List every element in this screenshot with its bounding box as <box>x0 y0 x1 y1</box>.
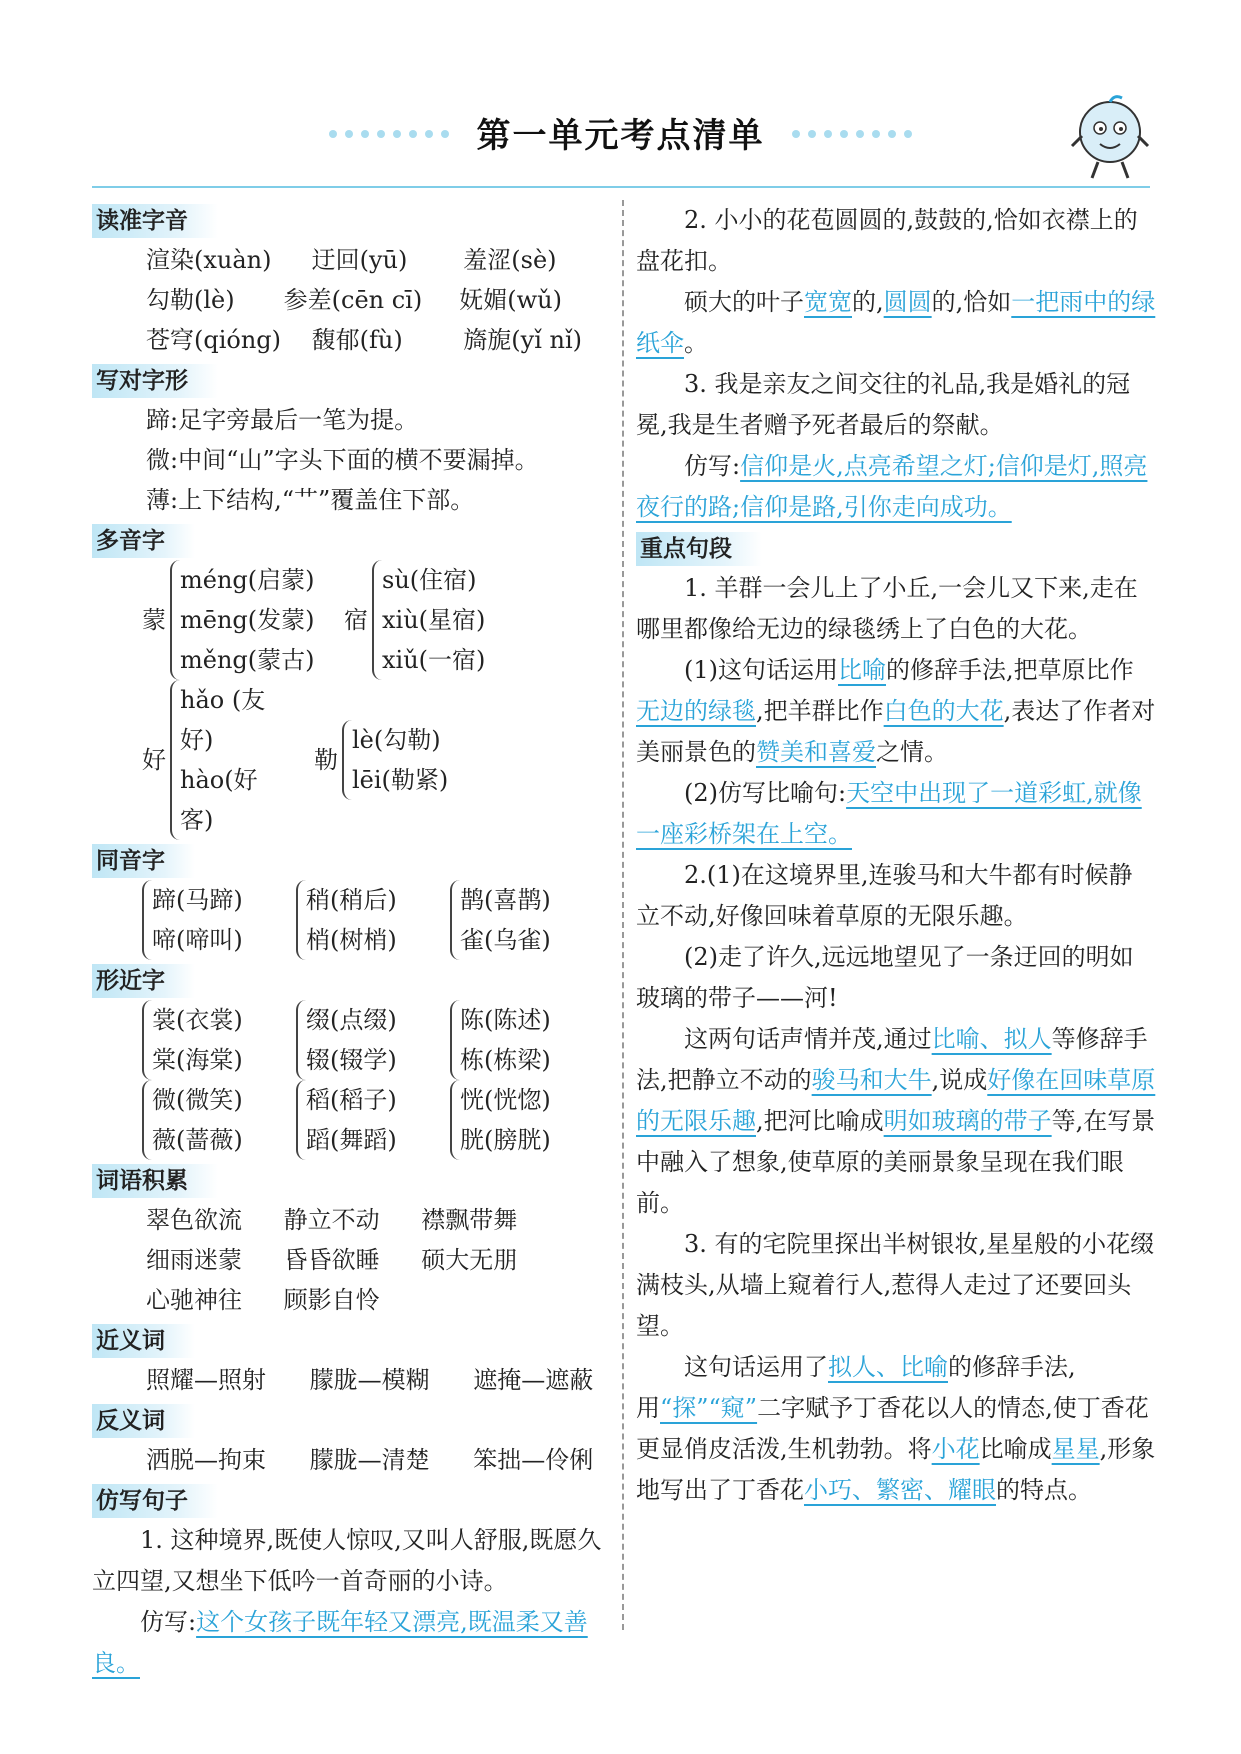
similar-group <box>450 1080 576 1160</box>
passage-analysis <box>636 773 1156 855</box>
word-item: 恍(恍惚) <box>460 1086 551 1114</box>
pron-item: 妩媚(wǔ) <box>459 286 563 314</box>
word-item: 辍(辍学) <box>306 1046 397 1074</box>
polyphone-group <box>170 560 320 680</box>
similar-group <box>450 1000 576 1080</box>
pron-item: 勾勒(lè) <box>146 286 235 314</box>
answer-text: 好像在回味草原的无限乐趣 <box>636 1066 1156 1135</box>
answer-text: 信仰是火,点亮希望之灯;信仰是灯,照亮夜行的路;信仰是路,引你走向成功。 <box>636 452 1148 521</box>
passage-quote: (2)走了许久,远远地望见了一条迂回的明如玻璃的带子——河! <box>636 943 1134 1012</box>
pron-item: 参差(cēn cī) <box>283 286 423 314</box>
pron-item: 渲染(xuàn) <box>146 246 272 274</box>
similar-form-groups <box>142 1080 612 1160</box>
pron-item: 馥郁(fù) <box>311 326 403 354</box>
polyphone-reading: měng(蒙古) <box>180 646 315 674</box>
answer-text: 宽宽 <box>804 288 852 316</box>
left-dots-decoration <box>325 123 453 142</box>
vocab-item: 襟飘带舞 <box>421 1206 518 1234</box>
left-column <box>92 200 612 1684</box>
similar-group <box>296 1080 422 1160</box>
imitation-answer <box>636 446 1156 528</box>
similar-form-groups <box>142 1000 612 1080</box>
section-heading-synonyms: 近义词 <box>92 1324 195 1358</box>
answer-text: “探”“窥” <box>660 1394 758 1422</box>
word-item: 蹄(马蹄) <box>152 886 243 914</box>
polyphone-reading: mēng(发蒙) <box>180 606 315 634</box>
vocab-item: 顾影自怜 <box>283 1286 380 1314</box>
section-heading-homophone: 同音字 <box>92 844 195 878</box>
answer-text: 无边的绿毯 <box>636 697 756 725</box>
word-item: 稍(稍后) <box>306 886 397 914</box>
right-column <box>636 200 1156 1511</box>
section-heading-glyph: 写对字形 <box>92 364 218 398</box>
word-item: 栋(栋梁) <box>460 1046 551 1074</box>
word-item: 薇(蔷薇) <box>152 1126 243 1154</box>
pronunciation-row <box>146 320 612 360</box>
pron-item: 迂回(yū) <box>311 246 408 274</box>
header-rule <box>92 186 1150 188</box>
homophone-group <box>296 880 422 960</box>
passage-analysis <box>636 1347 1156 1511</box>
word-pair: 朦胧—清楚 <box>309 1446 430 1474</box>
pronunciation-row <box>146 280 612 320</box>
polyphone-reading: lè(勾勒) <box>352 726 441 754</box>
polyphone-char: 勒 <box>314 746 338 774</box>
section-heading-polyphone: 多音字 <box>92 524 195 558</box>
answer-text: 拟人、比喻 <box>828 1353 948 1381</box>
text: (1)这句话运用 <box>684 656 838 684</box>
polyphone-group <box>342 720 448 800</box>
passage-quote: 2.(1)在这境界里,连骏马和大牛都有时候静立不动,好像回味着草原的无限乐趣。 <box>636 861 1133 930</box>
word-item: 裳(衣裳) <box>152 1006 243 1034</box>
imitation-answer <box>92 1602 612 1684</box>
mascot-icon <box>1070 92 1150 184</box>
polyphone-reading: xiǔ(一宿) <box>382 646 486 674</box>
glyph-note: 薄:上下结构,“艹”覆盖住下部。 <box>146 486 475 514</box>
answer-text: 比喻 <box>838 656 886 684</box>
word-item: 蹈(舞蹈) <box>306 1126 397 1154</box>
vocab-item: 心驰神往 <box>146 1286 242 1314</box>
text: 等修辞手法,把静立不动的 <box>636 1025 1148 1094</box>
section-heading-antonyms: 反义词 <box>92 1404 195 1438</box>
text: 这句话运用了 <box>684 1353 828 1381</box>
word-item: 鹊(喜鹊) <box>460 886 551 914</box>
imitation-answer <box>636 282 1156 364</box>
vocab-row <box>146 1240 612 1280</box>
section-heading-similar-form: 形近字 <box>92 964 195 998</box>
section-heading-pronunciation: 读准字音 <box>92 204 218 238</box>
answer-text: 小巧、繁密、耀眼 <box>804 1476 996 1504</box>
text: ,形象地写出了丁香花 <box>636 1435 1156 1504</box>
vocab-row <box>146 1280 612 1320</box>
text: 二字赋予丁香花以人的情态,使丁香花更显俏皮活泼,生机勃勃。将 <box>636 1394 1149 1463</box>
pronunciation-row <box>146 240 612 280</box>
word-item: 微(微笑) <box>152 1086 243 1114</box>
answer-text: 白色的大花 <box>883 697 1004 725</box>
polyphone-reading: hào(好客) <box>180 766 258 834</box>
text: 之情。 <box>876 738 948 766</box>
text: 的,恰如 <box>931 288 1012 316</box>
answer-text: 圆圆 <box>883 288 932 316</box>
pron-item: 羞涩(sè) <box>463 246 557 274</box>
text: ,把羊群比作 <box>756 697 884 725</box>
polyphone-reading: sù(住宿) <box>382 566 477 594</box>
similar-group <box>296 1000 422 1080</box>
word-pair: 洒脱—拘束 <box>146 1446 266 1474</box>
vocab-row <box>146 1200 612 1240</box>
right-dots-decoration <box>788 123 916 142</box>
word-item: 雀(乌雀) <box>460 926 551 954</box>
imitation-question: 1. 这种境界,既使人惊叹,又叫人舒服,既愿久立四望,又想坐下低吟一首奇丽的小诗。 <box>92 1526 602 1595</box>
word-item: 稻(稻子) <box>306 1086 397 1114</box>
polyphone-block <box>142 560 612 680</box>
text: 等,在写景中融入了想象,使草原的美丽景象呈现在我们眼前。 <box>636 1107 1156 1217</box>
polyphone-group <box>170 680 290 840</box>
page-title: 第一单元考点清单 <box>476 116 765 156</box>
homophone-groups <box>142 880 612 960</box>
text: 硕大的叶子 <box>684 288 804 316</box>
word-item: 缀(点缀) <box>306 1006 397 1034</box>
passage-analysis <box>636 1019 1156 1224</box>
column-divider <box>622 200 624 1630</box>
answer-text: 这个女孩子既年轻又漂亮,既温柔又善良。 <box>92 1608 588 1677</box>
section-heading-vocabulary: 词语积累 <box>92 1164 218 1198</box>
polyphone-char: 蒙 <box>142 606 166 634</box>
polyphone-group <box>372 560 485 680</box>
text: 这两句话声情并茂,通过 <box>684 1025 932 1053</box>
text: 。 <box>684 329 708 357</box>
polyphone-char: 好 <box>142 746 166 774</box>
vocab-item: 翠色欲流 <box>146 1206 242 1234</box>
section-heading-key-passages: 重点句段 <box>636 532 762 566</box>
text: ,说成 <box>931 1066 988 1094</box>
vocab-item: 静立不动 <box>283 1206 380 1234</box>
answer-text: 赞美和喜爱 <box>756 738 876 766</box>
vocab-item: 昏昏欲睡 <box>283 1246 380 1274</box>
imitation-label: 仿写: <box>684 452 741 480</box>
word-item: 胱(膀胱) <box>460 1126 551 1154</box>
polyphone-reading: xiù(星宿) <box>382 606 486 634</box>
answer-text: 小花 <box>931 1435 980 1463</box>
text: 的修辞手法,把草原比作 <box>886 656 1134 684</box>
text: ,把河比喻成 <box>756 1107 884 1135</box>
word-item: 棠(海棠) <box>152 1046 243 1074</box>
text: 的特点。 <box>996 1476 1092 1504</box>
word-pair: 朦胧—模糊 <box>309 1366 430 1394</box>
imitation-question: 3. 我是亲友之间交往的礼品,我是婚礼的冠冕,我是生者赠予死者最后的祭献。 <box>636 370 1131 439</box>
word-item: 梢(树梢) <box>306 926 397 954</box>
word-pair: 笨拙—伶俐 <box>473 1446 594 1474</box>
word-item: 啼(啼叫) <box>152 926 243 954</box>
polyphone-block <box>142 680 612 840</box>
answer-text: 天空中出现了一道彩虹,就像一座彩桥架在上空。 <box>636 779 1142 848</box>
vocab-item: 细雨迷蒙 <box>146 1246 242 1274</box>
text: ,表达了作者对美丽景色的 <box>636 697 1156 766</box>
glyph-note: 蹄:足字旁最后一笔为提。 <box>146 406 419 434</box>
section-heading-imitation: 仿写句子 <box>92 1484 218 1518</box>
antonym-row <box>146 1440 612 1480</box>
text: 的修辞手法,用 <box>636 1353 1076 1422</box>
passage-quote: 3. 有的宅院里探出半树银妆,星星般的小花缀满枝头,从墙上窥着行人,惹得人走过了还要回头望。 <box>636 1230 1155 1340</box>
polyphone-reading: méng(启蒙) <box>180 566 315 594</box>
text: 的, <box>852 288 884 316</box>
vocab-item: 硕大无朋 <box>421 1246 518 1274</box>
imitation-question: 2. 小小的花苞圆圆的,鼓鼓的,恰如衣襟上的盘花扣。 <box>636 206 1138 275</box>
passage-analysis <box>636 650 1156 773</box>
answer-text: 一把雨中的绿纸伞 <box>636 288 1156 357</box>
similar-group <box>142 1080 268 1160</box>
pron-item: 旖旎(yǐ nǐ) <box>463 326 583 354</box>
glyph-note: 微:中间“山”字头下面的横不要漏掉。 <box>146 446 539 474</box>
polyphone-reading: hǎo (友好) <box>180 686 266 754</box>
passage-quote: 1. 羊群一会儿上了小丘,一会儿又下来,走在哪里都像给无边的绿毯绣上了白色的大花。 <box>636 574 1138 643</box>
answer-text: 骏马和大牛 <box>811 1066 932 1094</box>
imitation-label: 仿写: <box>140 1608 197 1636</box>
pron-item: 苍穹(qióng) <box>146 326 282 354</box>
answer-text: 比喻、拟人 <box>931 1025 1052 1053</box>
text: (2)仿写比喻句: <box>684 779 847 807</box>
polyphone-char: 宿 <box>344 606 368 634</box>
homophone-group <box>142 880 268 960</box>
text: 比喻成 <box>979 1435 1052 1463</box>
answer-text: 明如玻璃的带子 <box>883 1107 1052 1135</box>
word-pair: 照耀—照射 <box>146 1366 266 1394</box>
homophone-group <box>450 880 576 960</box>
page-header <box>0 108 1241 157</box>
similar-group <box>142 1000 268 1080</box>
word-pair: 遮掩—遮蔽 <box>473 1366 594 1394</box>
word-item: 陈(陈述) <box>460 1006 551 1034</box>
answer-text: 星星 <box>1051 1435 1100 1463</box>
synonym-row <box>146 1360 612 1400</box>
polyphone-reading: lēi(勒紧) <box>352 766 449 794</box>
